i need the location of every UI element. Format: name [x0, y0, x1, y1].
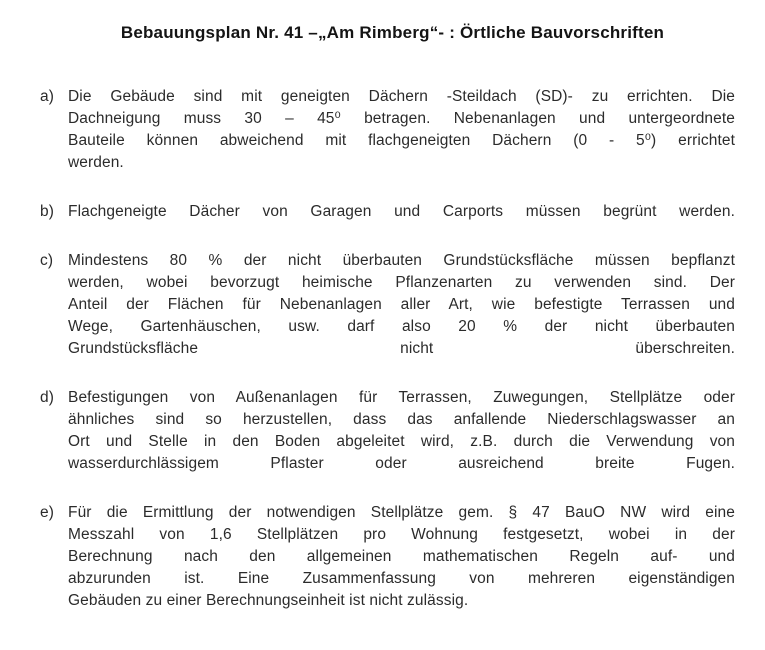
provision-text [68, 502, 735, 612]
text-line: wasserdurchlässigem Pflaster oder ausreichend breite Fugen. [68, 455, 735, 472]
text-line: Flachgeneigte Dächer von Garagen und Carports müssen begrünt werden. [68, 203, 735, 220]
provision-label: c) [40, 252, 54, 269]
text-line: Ort und Stelle in den Boden abgeleitet wird, z.B. durch die Verwendung von [68, 433, 735, 450]
provision-item [40, 201, 735, 223]
provision-label: b) [40, 203, 54, 220]
provision-item [40, 86, 735, 174]
provision-label: d) [40, 389, 54, 406]
text-line: werden, wobei bevorzugt heimische Pflanzenarten zu verwenden sind. Der [68, 274, 735, 291]
text-line: Gebäuden zu einer Berechnungseinheit ist nicht zulässig. [68, 592, 469, 609]
provision-text [68, 250, 735, 360]
provision-item [40, 387, 735, 475]
text-line: Anteil der Flächen für Nebenanlagen aller Art, wie befestigte Terrassen und [68, 296, 735, 313]
text-line: werden. [68, 154, 124, 171]
text-line: Messzahl von 1,6 Stellplätzen pro Wohnung festgesetzt, wobei in der [68, 526, 735, 543]
text-line: Die Gebäude sind mit geneigten Dächern -Steildach (SD)- zu errichten. Die [68, 88, 735, 105]
provision-label: e) [40, 504, 54, 521]
text-line: Für die Ermittlung der notwendigen Stellplätze gem. § 47 BauO NW wird eine [68, 504, 735, 521]
text-line: ähnliches sind so herzustellen, dass das anfallende Niederschlagswasser an [68, 411, 735, 428]
text-line: Berechnung nach den allgemeinen mathematischen Regeln auf- und [68, 548, 735, 565]
text-line: Bauteile können abweichend mit flachgeneigten Dächern (0 - 5⁰) errichtet [68, 132, 735, 149]
provision-label: a) [40, 88, 54, 105]
text-line: Grundstücksfläche nicht überschreiten. [68, 340, 735, 357]
provision-item [40, 502, 735, 612]
text-line: Wege, Gartenhäuschen, usw. darf also 20 % der nicht überbauten [68, 318, 735, 335]
text-line: Mindestens 80 % der nicht überbauten Grundstücksfläche müssen bepflanzt [68, 252, 735, 269]
provision-text [68, 86, 735, 174]
text-line: abzurunden ist. Eine Zusammenfassung von mehreren eigenständigen [68, 570, 735, 587]
text-line: Befestigungen von Außenanlagen für Terrassen, Zuwegungen, Stellplätze oder [68, 389, 735, 406]
provision-item [40, 250, 735, 360]
provision-text [68, 387, 735, 475]
provision-text [68, 201, 735, 223]
provisions-list [40, 86, 735, 612]
document-title: Bebauungsplan Nr. 41 –„Am Rimberg“- : Örtliche Bauvorschriften [120, 23, 665, 42]
text-line: Dachneigung muss 30 – 45⁰ betragen. Nebenanlagen und untergeordnete [68, 110, 735, 127]
